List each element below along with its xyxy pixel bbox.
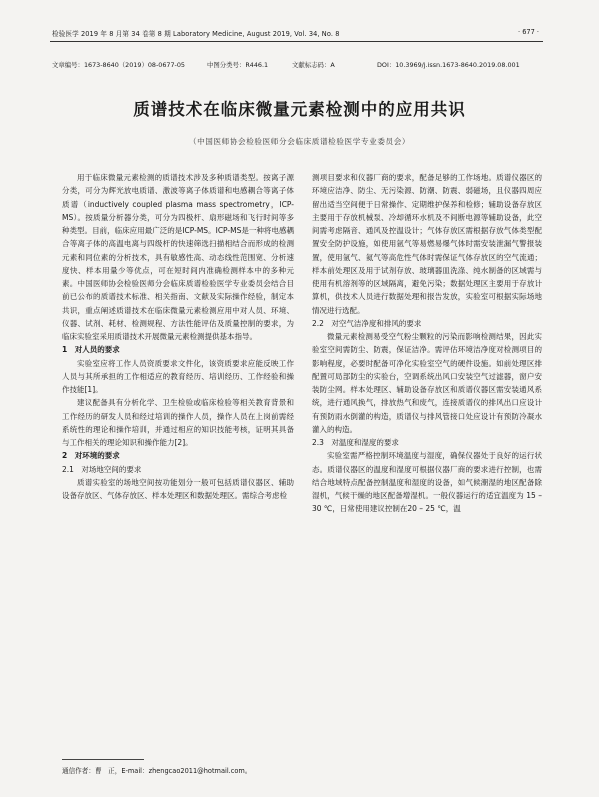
body-paragraph: 微量元素检测易受空气粉尘颗粒的污染而影响检测结果，因此实验室空间需防尘、防震，保证洁净。需评估环境洁净度对检测项目的影响程度，必要时配备可净化实验室空气的硬件设施。如前处理区排配置可局部防尘的实验台，空调系统出风口安装空气过滤器，窗户安装防尘网。样本处理区、辅助设备存放区和质谱仪器区需安装通风系统，进行通风换气，排放热气和废气，连接质谱仪的排风出口应设计有预防雨水倒灌的构造，质谱仪与排风管接口处应设计有预防冷凝水灌入的构造。	[312, 332, 542, 434]
section-heading: 1 对人员的要求	[62, 345, 120, 355]
footnote-rule	[62, 759, 144, 760]
subsection-heading: 2.1 对场地空间的要求	[62, 464, 142, 474]
article-number: 文章编号：1673-8640（2019）08-0677-05	[52, 61, 185, 69]
body-paragraph: 实验室需严格控制环境温度与湿度，确保仪器处于良好的运行状态。质谱仪器区的温度和湿度可根据仪器厂商的要求进行控制，也需结合地域特点配备控制温度和湿度的设备，如气候潮湿的地区配备除湿机，气候干燥的地区配备增湿机。一般仪器运行的适宜温度为 15 – 30 ℃，日常使用建议控制在20 – 25 ℃，温	[312, 451, 542, 514]
subsection-heading: 2.2 对空气洁净度和排风的要求	[312, 318, 422, 328]
header-rule	[50, 41, 543, 42]
corresponding-author-footnote: 通信作者：曹 正，E-mail：zhengcao2011@hotmail.com。	[62, 767, 252, 775]
subsection-heading: 2.3 对温度和湿度的要求	[312, 438, 399, 447]
doi[interactable]: DOI：10.3969/j.issn.1673-8640.2019.08.001	[377, 61, 520, 69]
body-paragraph: 用于临床微量元素检测的质谱技术涉及多种质谱类型。按离子源分类，可分为辉光放电质谱、激波等离子体质谱和电感耦合等离子体质谱（inductively coupled plasma mass spectrometry，ICP-MS）。按质量分析器分类，可分为四极杆、扇形磁场和飞行时间等多种类型。目前，临床应用最广泛的是ICP-MS。ICP-MS是一种将电感耦合等离子体的高温电离与四级杆的快速筛选扫描相结合而形成的检测元素和同位素的分析技术，具有敏感性高、动态线性范围宽、分析速度快、样本用量少等优点，可在短时间内准确检测样本中的多种元素。中国医师协会检验医师分会临床质谱检验医学专业委员会结合目前已公布的质谱技术标准、相关指南、文献及实际操作经验，制定本共识，重点阐述质谱技术在临床微量元素检测应用中对人员、环境、仪器、试剂、耗材、检测规程、方法性能评估及质量控制的要求，为临床实验室采用质谱技术开展微量元素检测提供基本指导。	[62, 173, 294, 341]
running-header: 检验医学 2019 年 8 月第 34 卷第 8 期 Laboratory Medicine, August 2019, Vol. 34, No. 8	[52, 30, 340, 38]
clc-number: 中图分类号：R446.1	[207, 61, 269, 69]
page-number: · 677 ·	[518, 28, 539, 36]
body-paragraph: 建议配备具有分析化学、卫生检验或临床检验等相关教育背景和工作经历的研发人员和经过培训的操作人员，操作人员在上岗前需经系统性的理论和操作培训，并通过相应的知识技能考核，证明其具备与工作相关的理论知识和操作能力[2]。	[62, 398, 294, 447]
body-paragraph: 实验室应将工作人员资质要求文件化，该资质要求应能反映工作人员与其所承担的工作相适应的教育经历、培训经历、工作经验和操作技能[1]。	[62, 358, 294, 394]
article-title: 质谱技术在临床微量元素检测中的应用共识	[133, 100, 466, 119]
left-column	[62, 171, 294, 502]
article-authors: （中国医师协会检验医师分会临床质谱检验医学专业委员会）	[188, 137, 411, 146]
right-column	[312, 171, 542, 516]
body-paragraph: 测项目要求和仪器厂商的要求，配备足够的工作场地。质谱仪器区的环境应洁净、防尘、无污染源、防潮、防震、弱磁场，且仪器四周应留出适当空间便于日常操作、定期维护保养和检修；辅助设备存放区主要用于存放机械泵、冷却循环水机及不间断电源等辅助设备，此空间需考虑隔音、通风及控温设计；气体存放区需根据存放气体类型配置安全防护设施，如使用氩气等易燃易爆气体时需安装泄漏气警报装置，使用氩气、氦气等高危性气体时需保证气体存放区的空气流通；样本前处理区及用于试剂存放、玻璃器皿洗涤、纯水制备的区域需与使用有机溶剂等的区域隔离，避免污染；数据处理区主要用于存放计算机，供技术人员进行数据处理和报告发放，实验室可根据实际场地情况进行选配。	[312, 173, 542, 315]
body-paragraph: 质谱实验室的场地空间按功能划分一般可包括质谱仪器区、辅助设备存放区、气体存放区、样本处理区和数据处理区。需综合考虑检	[62, 477, 294, 500]
section-heading: 2 对环境的要求	[62, 451, 120, 461]
document-code: 文献标志码：A	[292, 61, 335, 69]
